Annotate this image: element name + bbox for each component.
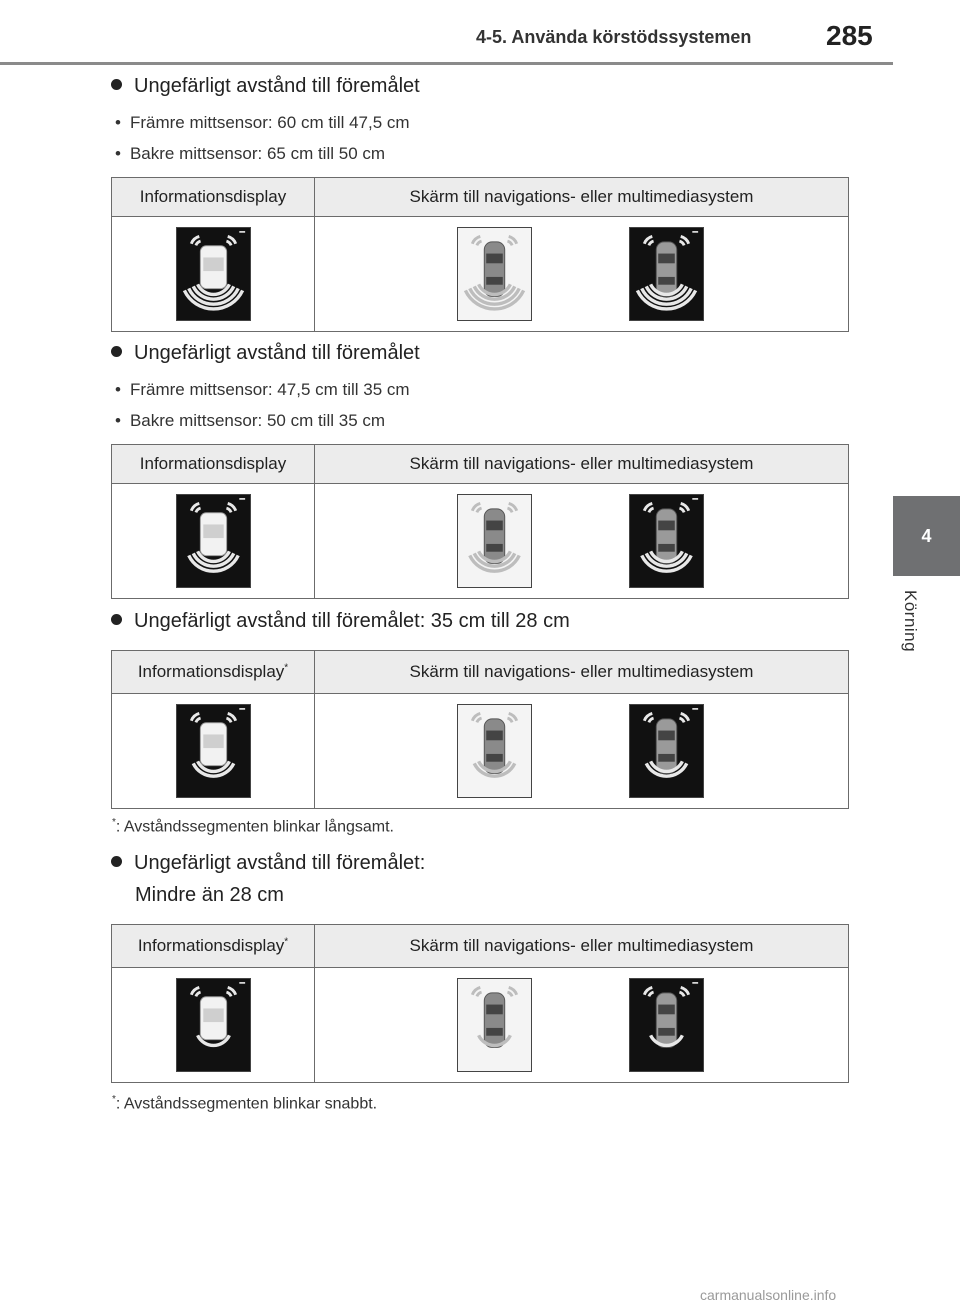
page-number: 285 [826,20,873,51]
display-table [111,924,849,1083]
info-display-cell [112,968,315,1083]
table-header-nav-screen: Skärm till navigations- eller multimediasystem [315,445,849,484]
bullet-item: • Bakre mittsensor: 50 cm till 35 cm [115,411,385,431]
bullet-item: • Främre mittsensor: 60 cm till 47,5 cm [115,113,410,133]
nav-screen-cell [315,694,849,809]
bullet-dot-icon [111,856,122,867]
table-header-info-display: Informationsdisplay [112,445,315,484]
table-header-nav-screen: Skärm till navigations- eller multimediasystem [315,178,849,217]
multimedia-screen-sensor-image [629,704,704,798]
footnote: *: Avståndssegmenten blinkar långsamt. [112,817,394,836]
info-display-cell [112,694,315,809]
display-table [111,650,849,809]
nav-screen-cell [315,217,849,332]
bullet-item: • Främre mittsensor: 47,5 cm till 35 cm [115,380,410,400]
footnote: *: Avståndssegmenten blinkar snabbt. [112,1094,378,1113]
table-header-nav-screen: Skärm till navigations- eller multimediasystem [315,651,849,694]
section-heading: Ungefärligt avstånd till föremålet: Mindre än 28 cm [111,847,425,911]
section-title: 4-5. Använda körstödssystemen [476,27,752,47]
nav-screen-sensor-image [457,227,532,321]
nav-screen-sensor-image [457,494,532,588]
bullet-dot-icon [111,614,122,625]
bullet-item: • Bakre mittsensor: 65 cm till 50 cm [115,144,385,164]
header-rule [0,62,893,65]
info-display-sensor-image [176,704,251,798]
chapter-number: 4 [921,526,932,546]
nav-screen-cell [315,484,849,599]
nav-screen-sensor-image [457,704,532,798]
info-display-cell [112,217,315,332]
table-header-nav-screen: Skärm till navigations- eller multimediasystem [315,925,849,968]
info-display-cell [112,484,315,599]
info-display-sensor-image [176,978,251,1072]
display-table [111,444,849,599]
chapter-tab [893,496,960,576]
table-header-info-display: Informationsdisplay* [112,925,315,968]
multimedia-screen-sensor-image [629,978,704,1072]
info-display-sensor-image [176,227,251,321]
table-header-info-display: Informationsdisplay [112,178,315,217]
bullet-dot-icon [111,346,122,357]
section-heading: Ungefärligt avstånd till föremålet [111,337,420,369]
nav-screen-cell [315,968,849,1083]
section-heading: Ungefärligt avstånd till föremålet [111,70,420,102]
multimedia-screen-sensor-image [629,494,704,588]
display-table [111,177,849,332]
chapter-label: Körning [901,590,920,653]
section-heading: Ungefärligt avstånd till föremålet: 35 cm till 28 cm [111,605,570,637]
multimedia-screen-sensor-image [629,227,704,321]
table-header-info-display: Informationsdisplay* [112,651,315,694]
watermark: carmanualsonline.info [700,1287,837,1303]
bullet-dot-icon [111,79,122,90]
nav-screen-sensor-image [457,978,532,1072]
info-display-sensor-image [176,494,251,588]
